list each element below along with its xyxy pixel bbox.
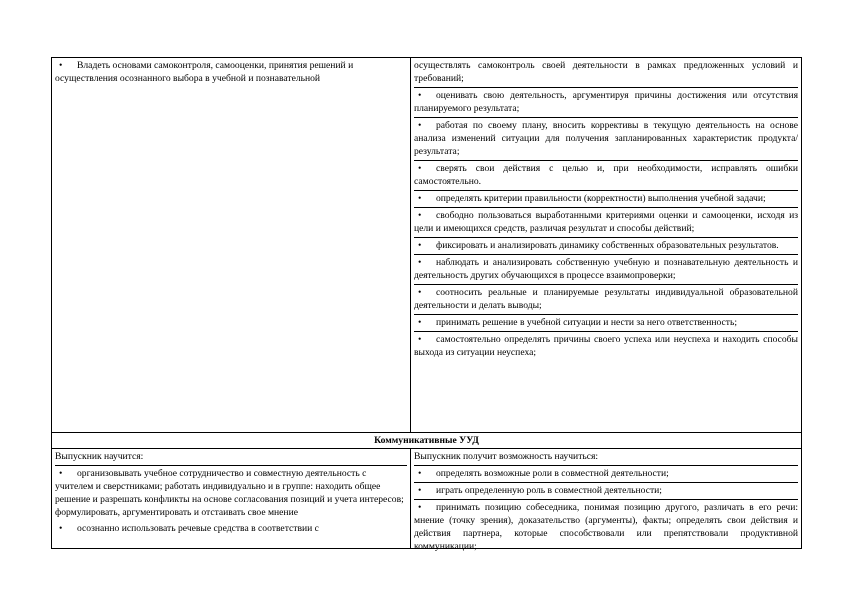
- list-item: [414, 119, 798, 161]
- bullet-icon: •: [418, 468, 422, 479]
- bullet-icon: •: [418, 193, 422, 204]
- top-right-cell: [414, 59, 798, 362]
- top-left-cell: [55, 59, 407, 85]
- list-item: [414, 316, 798, 332]
- bottom-right-title: Выпускник получит возможность научиться:: [414, 450, 798, 466]
- list-item-text: играть определенную роль в совместной деятельности;: [436, 485, 662, 496]
- list-item-text: соотносить реальные и планируемые результаты индивидуальной образовательной деятельности и делать выводы;: [414, 287, 798, 311]
- list-item: [414, 192, 798, 208]
- bullet-icon: •: [418, 240, 422, 251]
- bullet-icon: •: [418, 120, 422, 131]
- bullet-icon: •: [418, 502, 422, 513]
- list-item-text: свободно пользоваться выработанными критериями оценки и самооценки, исходя из цели и имеющихся средств, различая результат и способы действий;: [414, 210, 798, 234]
- list-item: [414, 501, 798, 555]
- bottom-left-title: Выпускник научится:: [55, 450, 407, 466]
- list-item-text: принимать решение в учебной ситуации и нести за него ответственность;: [436, 317, 738, 328]
- list-item-text: организовывать учебное сотрудничество и совместную деятельность с учителем и сверстниками; работать индивидуально и в группе: находить общее решение и разрешать конфликты на основе согласования позиций и учета интересов; формулировать, аргументировать и отстаивать свое мнение: [55, 468, 404, 518]
- section-heading: Коммуникативные УУД: [374, 435, 479, 446]
- bottom-right-cell: [414, 450, 798, 556]
- list-item: [414, 333, 798, 361]
- list-item: [414, 59, 798, 88]
- list-item-text: наблюдать и анализировать собственную учебную и познавательную деятельность и деятельность других обучающихся в процессе взаимопроверки;: [414, 257, 798, 281]
- bullet-icon: •: [418, 257, 422, 268]
- list-item: [414, 162, 798, 191]
- bullet-icon: •: [418, 317, 422, 328]
- list-item-text: работая по своему плану, вносить коррективы в текущую деятельность на основе анализа изменений ситуации для получения запланированных характеристик продукта/результата;: [414, 120, 798, 157]
- top-left-text: Владеть основами самоконтроля, самооценки, принятия решений и осуществления осознанного выбора в учебной и познавательной: [55, 60, 354, 84]
- top-right-intro: осуществлять самоконтроль своей деятельности в рамках предложенных условий и требований;: [414, 60, 798, 84]
- list-item: [414, 209, 798, 238]
- list-item-text: определять возможные роли в совместной деятельности;: [436, 468, 669, 479]
- list-item-text: определять критерии правильности (корректности) выполнения учебной задачи;: [436, 193, 766, 204]
- bullet-icon: •: [418, 485, 422, 496]
- bullet-icon: •: [418, 163, 422, 174]
- list-item-text: самостоятельно определять причины своего успеха или неуспеха и находить способы выхода из ситуации неуспеха;: [414, 334, 798, 358]
- list-item: [414, 484, 798, 500]
- competency-table: [51, 57, 802, 552]
- bullet-icon: •: [59, 523, 63, 534]
- list-item: [414, 467, 798, 483]
- list-item-text: оценивать свою деятельность, аргументируя причины достижения или отсутствия планируемого результата;: [414, 90, 798, 114]
- bullet-icon: •: [418, 287, 422, 298]
- list-item-text: фиксировать и анализировать динамику собственных образовательных результатов.: [436, 240, 779, 251]
- list-item-text: осознанно использовать речевые средства в соответствии с: [77, 523, 319, 534]
- list-item: [414, 286, 798, 315]
- bullet-icon: •: [418, 210, 422, 221]
- bullet-icon: •: [418, 90, 422, 101]
- list-item: [55, 522, 407, 537]
- bullet-icon: •: [418, 334, 422, 345]
- bullet-icon: •: [59, 60, 63, 71]
- column-divider-top: [410, 58, 411, 433]
- list-item: [414, 256, 798, 285]
- list-item: [414, 89, 798, 118]
- list-item: [55, 467, 407, 521]
- bullet-icon: •: [59, 468, 63, 479]
- list-item: [414, 239, 798, 255]
- column-divider-bottom: [410, 449, 411, 549]
- list-item-text: сверять свои действия с целью и, при необходимости, исправлять ошибки самостоятельно.: [414, 163, 798, 187]
- bottom-left-cell: [55, 450, 407, 538]
- list-item-text: принимать позицию собеседника, понимая позицию другого, различать в его речи: мнение (точку зрения), доказательство (аргументы), факты; определять свои действия и действия партнера, которые способствовали или препятствовали продуктивной коммуникации;: [414, 502, 798, 552]
